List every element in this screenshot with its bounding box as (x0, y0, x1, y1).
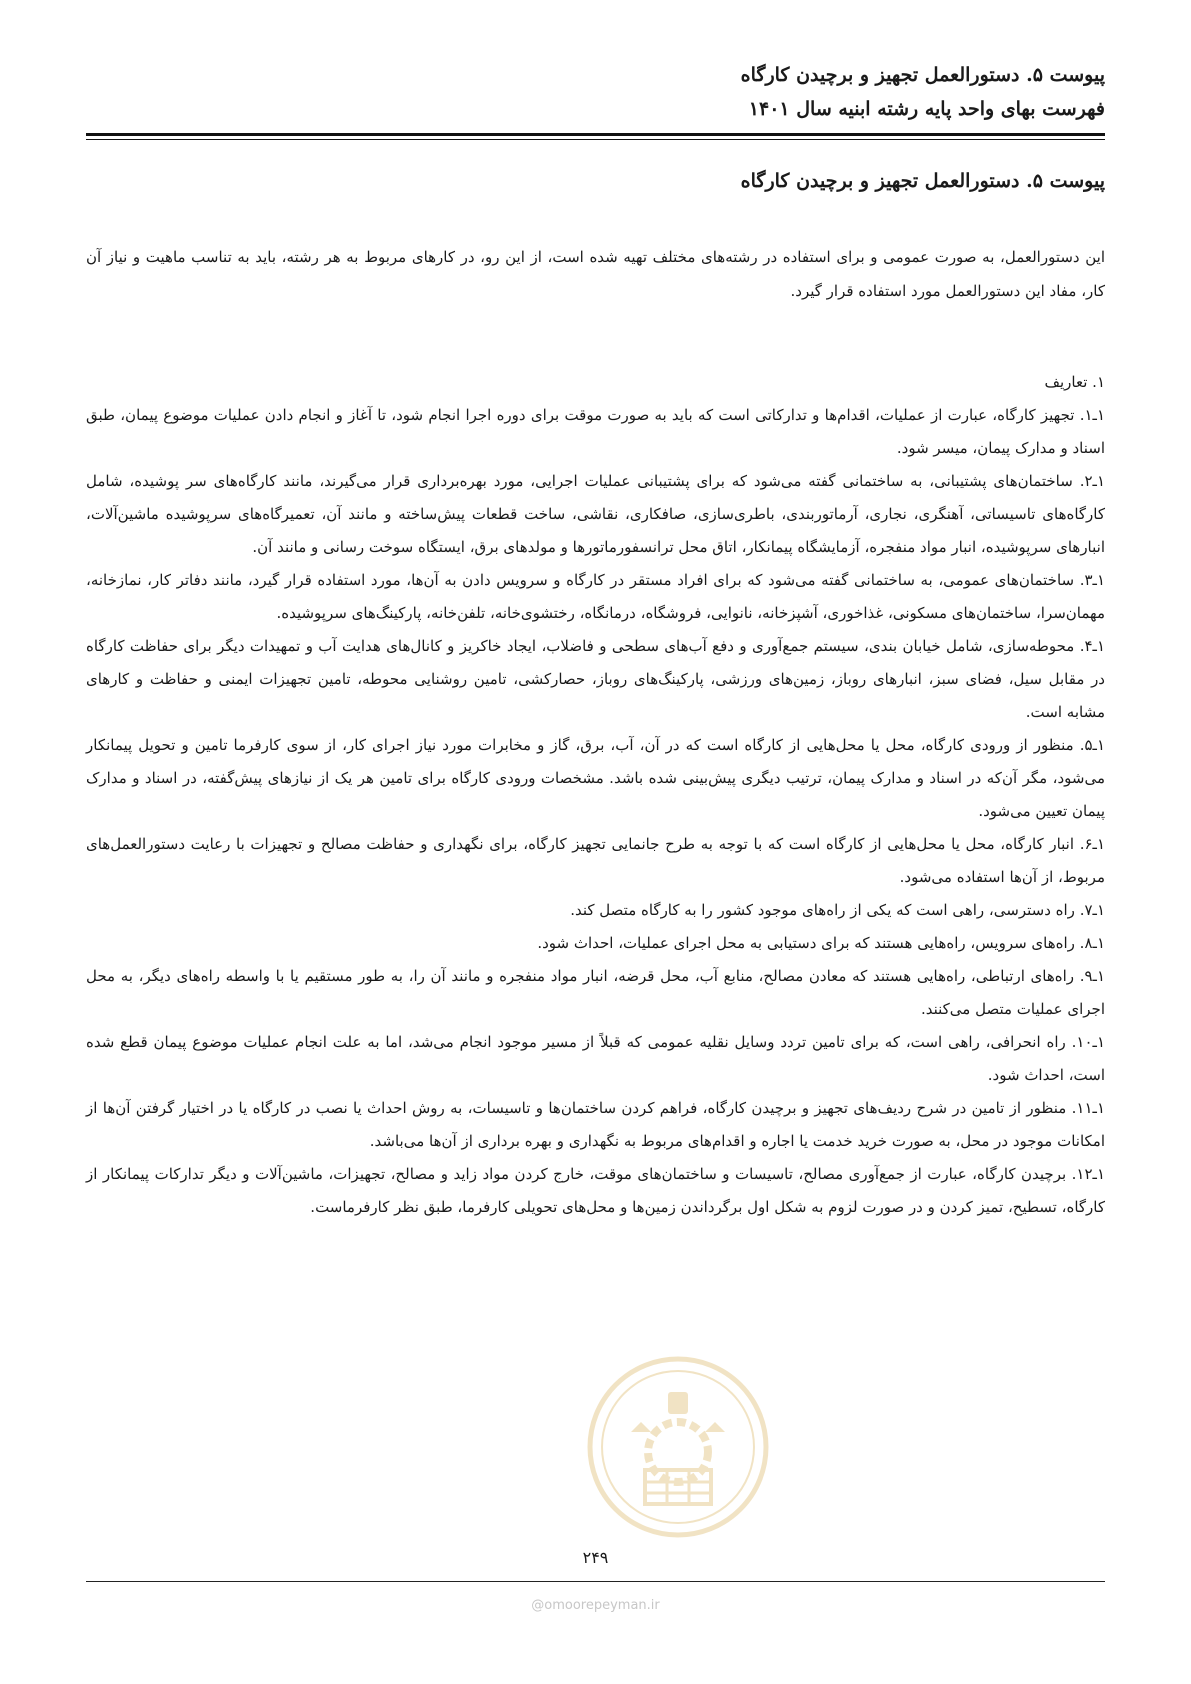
header-price-list-title: فهرست بهای واحد پایه رشته ابنیه سال ۱۴۰۱ (748, 98, 1105, 120)
definition-item: ۱ـ۱۱. منظور از تامین در شرح ردیف‌های تجهیز و برچیدن کارگاه، فراهم کردن ساختمان‌ها و تاسیسات، به روش احداث یا نصب در کارگاه یا در اختیار گرفتن آن‌ها از امکانات موجود در محل، به صورت خرید خدمت یا اجاره و اقدام‌های مربوط به نگهداری و بهره برداری از آن‌ها می‌باشد. (86, 1099, 1105, 1150)
definition-item: ۱ـ۱۲. برچیدن کارگاه، عبارت از جمع‌آوری مصالح، تاسیسات و ساختمان‌های موقت، خارج کردن مواد زاید و مصالح، تجهیزات، ماشین‌آلات و دیگر تدارکات پیمانکار از کارگاه، تسطیح، تمیز کردن و در صورت لزوم به شکل اول برگرداندن زمین‌ها و محل‌های تحویلی کارفرما، طبق نظر کارفرماست. (86, 1165, 1105, 1216)
definition-item: ۱ـ۸. راه‌های سرویس، راه‌هایی هستند که برای دستیابی به محل اجرای عملیات، احداث شود. (537, 934, 1105, 952)
header-rule-thick (86, 133, 1105, 136)
document-page (86, 0, 1105, 1684)
page-number: ۲۴۹ (582, 1548, 609, 1567)
site-watermark-text: @omoorepeyman.ir (531, 1598, 660, 1613)
definitions-heading: ۱. تعاریف (1044, 373, 1105, 391)
definition-item: ۱ـ۶. انبار کارگاه، محل یا محل‌هایی از کارگاه است که با توجه به طرح جانمایی تجهیز کارگاه، برای نگهداری و حفاظت مصالح و تجهیزات با رعایت دستورالعمل‌های مربوط، از آن‌ها استفاده می‌شود. (86, 835, 1105, 886)
definition-item: ۱ـ۷. راه دسترسی، راهی است که یکی از راه‌های موجود کشور را به کارگاه متصل کند. (570, 901, 1105, 919)
definition-item: ۱ـ۱. تجهیز کارگاه، عبارت از عملیات، اقدام‌ها و تدارکاتی است که باید به صورت موقت برای دوره اجرا انجام شود، تا آغاز و انجام دادن عملیات موضوع پیمان، طبق اسناد و مدارک پیمان، میسر شود. (86, 406, 1105, 457)
section-title: پیوست ۵. دستورالعمل تجهیز و برچیدن کارگاه (740, 170, 1105, 192)
definition-item: ۱ـ۳. ساختمان‌های عمومی، به ساختمانی گفته می‌شود که برای افراد مستقر در کارگاه و سرویس دادن به آن‌ها، مورد استفاده قرار گیرد، مانند دفاتر کار، نمازخانه، مهمان‌سرا، ساختمان‌های مسکونی، غذاخوری، آشپزخانه، نانوایی، فروشگاه، درمانگاه، رختشوی‌خانه، تلفن‌خانه، پارکینگ‌های سرپوشیده. (86, 571, 1105, 622)
definition-item: ۱ـ۵. منظور از ورودی کارگاه، محل یا محل‌هایی از کارگاه است که در آن، آب، برق، گاز و مخابرات مورد نیاز اجرای کار، از سوی کارفرما تامین و تحویل پیمانکار می‌شود، مگر آن‌که در اسناد و مدارک پیمان، ترتیب دیگری پیش‌بینی شده باشد. مشخصات ورودی کارگاه برای تامین هر یک از نیازهای پیش‌گفته، در اسناد و مدارک پیمان تعیین می‌شود. (86, 736, 1105, 820)
seal-watermark-icon (583, 1352, 773, 1542)
page-header (86, 58, 1105, 126)
definitions-section (86, 366, 1105, 1224)
definition-item: ۱ـ۹. راه‌های ارتباطی، راه‌هایی هستند که معادن مصالح، منابع آب، محل قرضه، انبار مواد منفجره و مانند آن را، به طور مستقیم یا با واسطه راه‌های دیگر، به محل اجرای عملیات متصل می‌کنند. (86, 967, 1105, 1018)
header-appendix-title: پیوست ۵. دستورالعمل تجهیز و برچیدن کارگاه (740, 64, 1105, 86)
definition-item: ۱ـ۴. محوطه‌سازی، شامل خیابان بندی، سیستم جمع‌آوری و دفع آب‌های سطحی و فاضلاب، ایجاد خاکریز و کانال‌های هدایت آب و تمهیدات دیگر برای حفاظت کارگاه در مقابل سیل، فضای سبز، انبارهای روباز، زمین‌های ورزشی، پارکینگ‌های روباز، حصارکشی، تامین روشنایی محوطه، تامین تجهیزات ایمنی و حفاظت و کارهای مشابه است. (86, 637, 1105, 721)
intro-paragraph: این دستورالعمل، به صورت عمومی و برای استفاده در رشته‌های مختلف تهیه شده است، از این رو، در کارهای مربوط به هر رشته، باید به تناسب ماهیت و نیاز آن کار، مفاد این دستورالعمل مورد استفاده قرار گیرد. (86, 248, 1105, 300)
definition-item: ۱ـ۱۰. راه انحرافی، راهی است، که برای تامین تردد وسایل نقلیه عمومی که قبلاً از مسیر موجود انجام می‌شد، اما به علت انجام عملیات موضوع پیمان قطع شده است، احداث شود. (86, 1033, 1105, 1084)
footer-rule (86, 1581, 1105, 1582)
definition-item: ۱ـ۲. ساختمان‌های پشتیبانی، به ساختمانی گفته می‌شود که برای پشتیبانی عملیات اجرایی، مورد بهره‌برداری قرار می‌گیرند، مانند کارگاه‌های سر پوشیده، شامل کارگاه‌های تاسیساتی، آهنگری، نجاری، آرماتوربندی، باطری‌سازی، صافکاری، نقاشی، ساخت قطعات پیش‌ساخته و مانند آن، تعمیرگاه‌های سرپوشیده ماشین‌آلات، انبارهای سرپوشیده، انبار مواد منفجره، آزمایشگاه پیمانکار، اتاق محل ترانسفورماتورها و مولدهای برق، ایستگاه سوخت رسانی و مانند آن. (86, 472, 1105, 556)
header-rule-thin (86, 139, 1105, 140)
